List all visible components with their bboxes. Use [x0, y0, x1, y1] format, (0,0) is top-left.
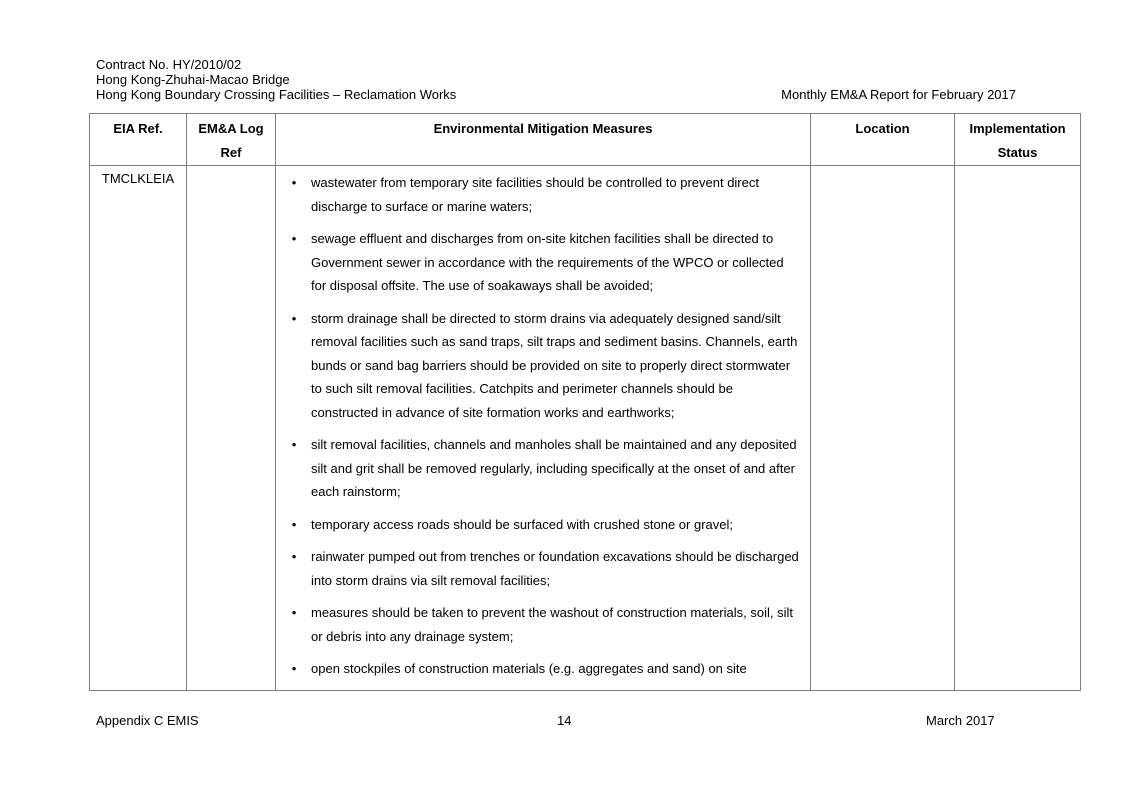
bullet-icon: •: [291, 231, 297, 246]
report-title: Monthly EM&A Report for February 2017: [781, 87, 1016, 102]
col-header-measures: Environmental Mitigation Measures: [276, 114, 811, 166]
contract-number: Contract No. HY/2010/02: [96, 57, 242, 72]
col-header-ema-log-ref: EM&A Log Ref: [187, 114, 276, 166]
cell-measures: [276, 166, 811, 691]
bullet-icon: •: [291, 549, 297, 564]
col-header-status: Implementation Status: [955, 114, 1081, 166]
col-header-eia-ref: EIA Ref.: [90, 114, 187, 166]
bullet-icon: •: [291, 175, 297, 190]
list-item: • sewage effluent and discharges from on-site kitchen facilities shall be directed to Government sewer in accordance with the requirements of the WPCO or collected for disposal offsite. The use of soakaways shall be avoided;: [288, 227, 802, 298]
page-number: 14: [557, 713, 572, 728]
footer-appendix: Appendix C EMIS: [96, 713, 199, 728]
list-item: • temporary access roads should be surfaced with crushed stone or gravel;: [288, 513, 802, 537]
list-item: • wastewater from temporary site facilities should be controlled to prevent direct discharge to surface or marine waters;: [288, 171, 802, 218]
project-name: Hong Kong-Zhuhai-Macao Bridge: [96, 72, 290, 87]
works-name: Hong Kong Boundary Crossing Facilities – Reclamation Works: [96, 87, 457, 102]
bullet-icon: •: [291, 310, 297, 326]
cell-ema-log-ref: [187, 166, 276, 691]
bullet-icon: •: [291, 437, 297, 452]
list-item: • silt removal facilities, channels and manholes shall be maintained and any deposited silt and grit shall be removed regularly, including specifically at the onset of and after each rainstorm;: [288, 433, 802, 504]
measures-list: [276, 166, 810, 681]
table-row: [90, 166, 1081, 691]
emis-table: [89, 113, 1081, 691]
list-item: • rainwater pumped out from trenches or foundation excavations should be discharged into storm drains via silt removal facilities;: [288, 545, 802, 592]
table-header-row: [90, 114, 1081, 166]
cell-eia-ref: TMCLKLEIA: [90, 166, 187, 691]
footer-date: March 2017: [926, 713, 995, 728]
bullet-icon: •: [291, 661, 297, 676]
page-header: [96, 57, 1016, 102]
bullet-icon: •: [291, 605, 297, 620]
cell-status: [955, 166, 1081, 691]
list-item: • open stockpiles of construction materials (e.g. aggregates and sand) on site: [288, 657, 802, 681]
col-header-location: Location: [811, 114, 955, 166]
list-item: • measures should be taken to prevent the washout of construction materials, soil, silt or debris into any drainage system;: [288, 601, 802, 648]
cell-location: [811, 166, 955, 691]
bullet-icon: •: [291, 516, 297, 532]
list-item: • storm drainage shall be directed to storm drains via adequately designed sand/silt removal facilities such as sand traps, silt traps and sediment basins. Channels, earth bunds or sand bag barriers should be provided on site to properly direct stormwater to such silt removal facilities. Catchpits and perimeter channels should be constructed in advance of site formation works and earthworks;: [288, 307, 802, 425]
